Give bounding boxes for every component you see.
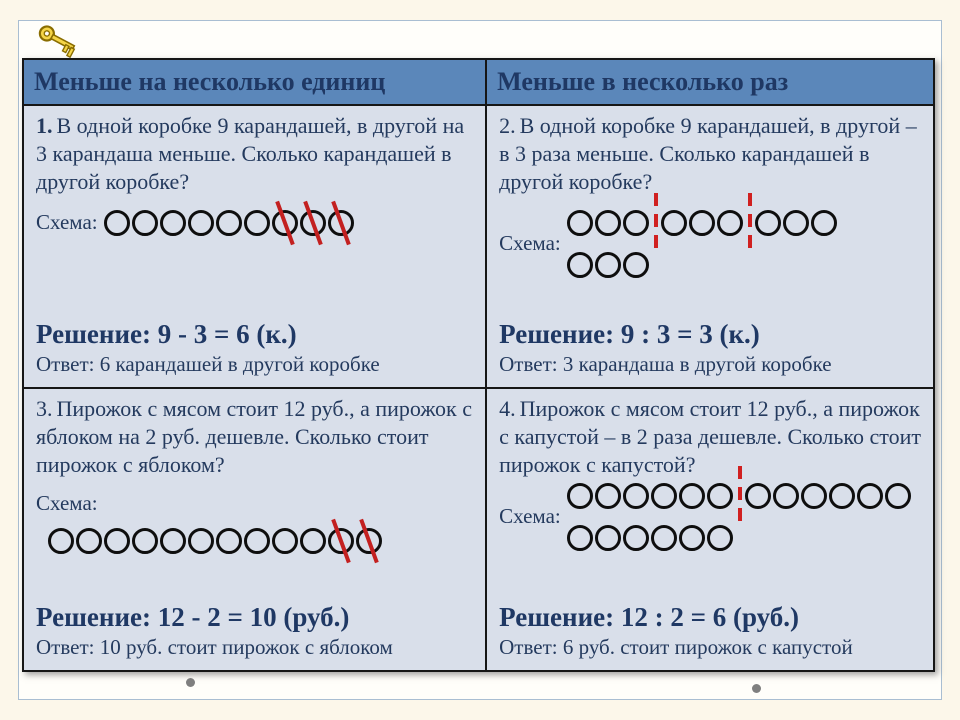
schema-circles <box>48 526 384 556</box>
problem-2-schema <box>499 208 923 280</box>
circle-icon <box>48 528 74 554</box>
problem-2-body: В одной коробке 9 карандашей, в другой – в 3 раза меньше. Сколько карандашей в другой коробке? <box>499 113 917 194</box>
problem-3-number: 3. <box>36 396 53 421</box>
red-dashed-divider <box>738 466 742 526</box>
schema-row <box>567 481 913 511</box>
problem-cell-4 <box>487 389 933 670</box>
circle-icon <box>623 210 649 236</box>
circle-icon <box>679 483 705 509</box>
circle-icon <box>595 483 621 509</box>
circle-icon <box>829 483 855 509</box>
circle-icon <box>717 210 743 236</box>
schema-row <box>104 208 356 238</box>
answer-text: Ответ: 6 руб. стоит пирожок с капустой <box>499 635 853 659</box>
red-dashed-divider <box>748 193 752 253</box>
circle-icon <box>244 528 270 554</box>
problem-1-body: В одной коробке 9 карандашей, в другой на 3 карандаша меньше. Сколько карандашей в другой коробке? <box>36 113 465 194</box>
schema-circles <box>567 208 839 280</box>
circle-icon <box>707 525 733 551</box>
circle-icon <box>567 252 593 278</box>
circle-crossed-icon <box>272 210 298 236</box>
problem-2-solution-block <box>499 319 923 377</box>
schema-label: Схема: <box>36 490 98 515</box>
problem-1-number: 1. <box>36 113 53 138</box>
circle-crossed-icon <box>300 210 326 236</box>
circle-icon <box>76 528 102 554</box>
circle-icon <box>567 483 593 509</box>
circle-icon <box>661 210 687 236</box>
circle-icon <box>132 210 158 236</box>
problem-1-solution-block <box>36 319 475 377</box>
circle-icon <box>679 525 705 551</box>
circle-crossed-icon <box>328 210 354 236</box>
problem-cell-2 <box>487 106 933 389</box>
circle-icon <box>216 210 242 236</box>
schema-label: Схема: <box>499 504 561 529</box>
circle-icon <box>595 525 621 551</box>
circle-icon <box>755 210 781 236</box>
circle-icon <box>132 528 158 554</box>
circle-icon <box>188 210 214 236</box>
solution-text: Решение: 12 : 2 = 6 (руб.) <box>499 601 800 632</box>
problem-3-solution-block <box>36 602 475 660</box>
schema-circles <box>567 481 913 553</box>
schema-circles <box>104 208 356 238</box>
circle-icon <box>783 210 809 236</box>
circle-icon <box>773 483 799 509</box>
schema-row <box>48 526 384 556</box>
problem-cell-1 <box>24 106 487 389</box>
answer-text: Ответ: 6 карандашей в другой коробке <box>36 352 380 376</box>
problems-table <box>22 58 935 672</box>
schema-row <box>567 250 839 280</box>
problem-1-text <box>36 112 475 196</box>
problem-4-schema <box>499 481 923 553</box>
problem-4-solution-block <box>499 602 923 660</box>
problem-4-body: Пирожок с мясом стоит 12 руб., а пирожок с капустой – в 2 раза дешевле. Сколько стоит пирожок с капустой? <box>499 396 921 477</box>
circle-icon <box>300 528 326 554</box>
slide <box>18 20 942 700</box>
circle-icon <box>272 528 298 554</box>
circle-icon <box>885 483 911 509</box>
header-less-by-times: Меньше в несколько раз <box>487 60 933 106</box>
circle-icon <box>216 528 242 554</box>
problem-1-schema <box>36 208 475 238</box>
problem-2-text <box>499 112 923 196</box>
schema-row <box>567 523 913 553</box>
answer-text: Ответ: 10 руб. стоит пирожок с яблоком <box>36 635 393 659</box>
decoration-dot <box>186 678 195 687</box>
circle-icon <box>689 210 715 236</box>
circle-icon <box>188 528 214 554</box>
circle-icon <box>623 483 649 509</box>
schema-label: Схема: <box>36 210 98 235</box>
circle-icon <box>160 528 186 554</box>
circle-icon <box>651 483 677 509</box>
answer-text: Ответ: 3 карандаша в другой коробке <box>499 352 832 376</box>
circle-crossed-icon <box>328 528 354 554</box>
problem-4-text <box>499 395 923 479</box>
schema-row <box>567 208 839 238</box>
problem-4-number: 4. <box>499 396 516 421</box>
circle-icon <box>707 483 733 509</box>
solution-text: Решение: 9 - 3 = 6 (к.) <box>36 318 297 349</box>
circle-icon <box>811 210 837 236</box>
header-less-by-units: Меньше на несколько единиц <box>24 60 487 106</box>
problem-cell-3 <box>24 389 487 670</box>
schema-label: Схема: <box>499 231 561 256</box>
problem-3-body: Пирожок с мясом стоит 12 руб., а пирожок с яблоком на 2 руб. дешевле. Сколько стоит пирожок с яблоком? <box>36 396 472 477</box>
decoration-dot <box>752 684 761 693</box>
key-icon <box>33 23 85 63</box>
circle-icon <box>244 210 270 236</box>
solution-text: Решение: 12 - 2 = 10 (руб.) <box>36 601 350 632</box>
circle-icon <box>623 252 649 278</box>
circle-icon <box>104 528 130 554</box>
circle-icon <box>567 210 593 236</box>
problem-3-text <box>36 395 475 479</box>
circle-crossed-icon <box>356 528 382 554</box>
circle-icon <box>595 252 621 278</box>
circle-icon <box>857 483 883 509</box>
circle-icon <box>801 483 827 509</box>
circle-icon <box>651 525 677 551</box>
circle-icon <box>595 210 621 236</box>
problem-3-schema <box>36 491 475 556</box>
circle-icon <box>160 210 186 236</box>
circle-icon <box>567 525 593 551</box>
circle-icon <box>623 525 649 551</box>
problem-2-number: 2. <box>499 113 516 138</box>
circle-icon <box>104 210 130 236</box>
solution-text: Решение: 9 : 3 = 3 (к.) <box>499 318 760 349</box>
circle-icon <box>745 483 771 509</box>
red-dashed-divider <box>654 193 658 253</box>
